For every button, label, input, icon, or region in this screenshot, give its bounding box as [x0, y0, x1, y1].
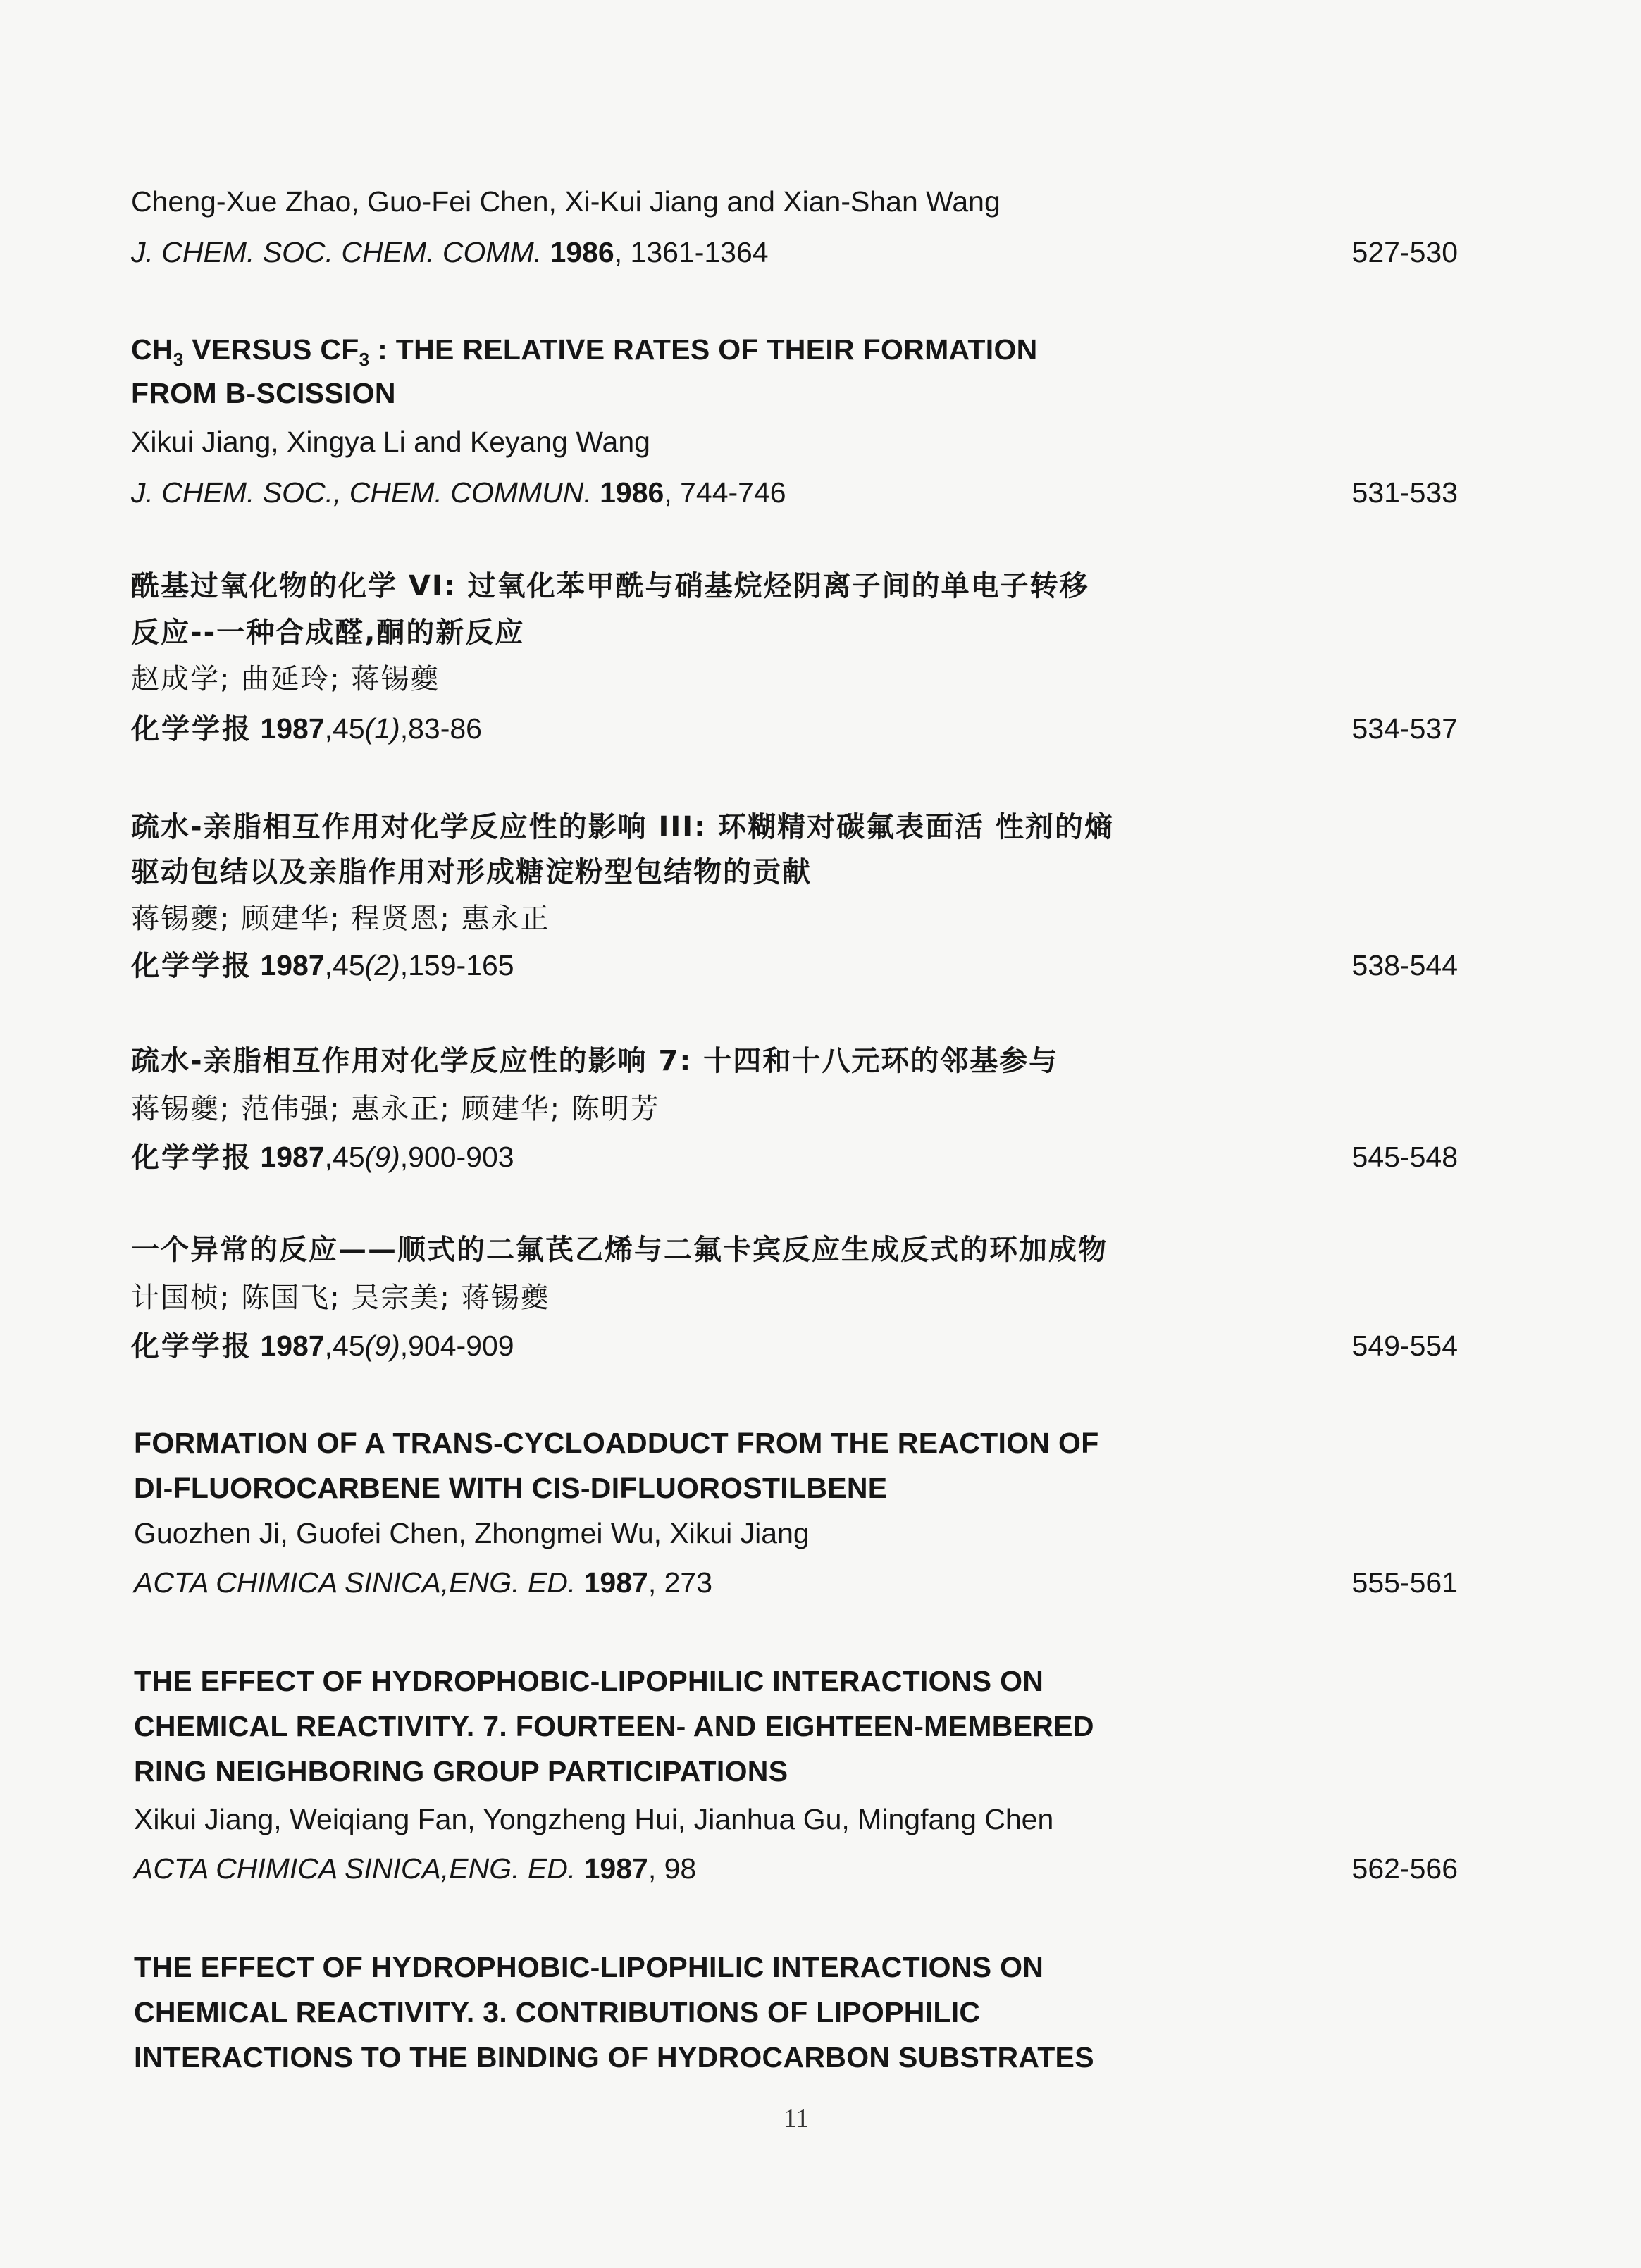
entry-title-line: FROM B-SCISSION [131, 377, 396, 409]
page-range: 545-548 [1351, 1141, 1458, 1173]
entry-title-line: RING NEIGHBORING GROUP PARTICIPATIONS [134, 1755, 788, 1787]
entry-citation: 化学学报 1987,45(1),83-86 [131, 712, 482, 745]
page-range: 534-537 [1351, 712, 1458, 745]
journal-name: ACTA CHIMICA SINICA,ENG. ED. [134, 1852, 576, 1885]
entry-title-line: THE EFFECT OF HYDROPHOBIC-LIPOPHILIC INTERACTIONS ON [134, 1665, 1044, 1697]
page-range: 555-561 [1351, 1566, 1458, 1599]
citation-year: 1987 [260, 949, 325, 981]
citation-pages: , 273 [648, 1566, 713, 1599]
entry-title-line: 疏水-亲脂相互作用对化学反应性的影响 7: 十四和十八元环的邻基参与 [131, 1045, 1059, 1077]
page-range: 549-554 [1351, 1330, 1458, 1362]
page-number: 11 [783, 2104, 810, 2133]
entry-citation: 化学学报 1987,45(2),159-165 [131, 949, 514, 982]
entry-citation: 化学学报 1987,45(9),904-909 [131, 1330, 514, 1363]
citation-pages: ,904-909 [400, 1330, 514, 1362]
citation-pages: , 98 [648, 1852, 697, 1885]
entry-authors: 计国桢; 陈国飞; 吴宗美; 蒋锡夔 [131, 1282, 550, 1314]
entry-authors: 赵成学; 曲延玲; 蒋锡夔 [131, 663, 440, 695]
page-range: 531-533 [1351, 476, 1458, 509]
entry-authors: Cheng-Xue Zhao, Guo-Fei Chen, Xi-Kui Jiang and Xian-Shan Wang [131, 185, 1001, 218]
entry-title-line: 反应--一种合成醛,酮的新反应 [131, 616, 525, 649]
journal-name: 化学学报 [131, 949, 252, 982]
entry-title-line: DI-FLUOROCARBENE WITH CIS-DIFLUOROSTILBENE [134, 1472, 888, 1504]
citation-year: 1987 [260, 712, 325, 745]
citation-year: 1987 [260, 1330, 325, 1362]
page-range: 538-544 [1351, 949, 1458, 981]
entry-title-line: 一个异常的反应——顺式的二氟芪乙烯与二氟卡宾反应生成反式的环加成物 [131, 1234, 1108, 1266]
entry-title-line: CHEMICAL REACTIVITY. 7. FOURTEEN- AND EIGHTEEN-MEMBERED [134, 1710, 1094, 1742]
page-range: 527-530 [1351, 236, 1458, 268]
citation-year: 1987 [583, 1852, 648, 1885]
citation-pages: ,900-903 [400, 1141, 514, 1173]
citation-year: 1987 [583, 1566, 648, 1599]
entry-authors: Guozhen Ji, Guofei Chen, Zhongmei Wu, Xikui Jiang [134, 1517, 810, 1549]
citation-year: 1986 [600, 476, 664, 509]
journal-name: 化学学报 [131, 1141, 252, 1174]
journal-name: ACTA CHIMICA SINICA,ENG. ED. [134, 1566, 576, 1599]
journal-name: 化学学报 [131, 1330, 252, 1363]
entry-title-line: 酰基过氧化物的化学 VI: 过氧化苯甲酰与硝基烷烃阴离子间的单电子转移 [131, 570, 1089, 602]
citation-pages: , 744-746 [664, 476, 786, 509]
entry-authors: Xikui Jiang, Weiqiang Fan, Yongzheng Hui, Jianhua Gu, Mingfang Chen [134, 1803, 1054, 1835]
entry-authors: 蒋锡夔; 范伟强; 惠永正; 顾建华; 陈明芳 [131, 1093, 660, 1125]
entry-title-line: INTERACTIONS TO THE BINDING OF HYDROCARBON SUBSTRATES [134, 2041, 1094, 2074]
entry-title-line: FORMATION OF A TRANS-CYCLOADDUCT FROM THE REACTION OF [134, 1427, 1099, 1459]
journal-name: 化学学报 [131, 712, 252, 745]
entry-title-line: THE EFFECT OF HYDROPHOBIC-LIPOPHILIC INTERACTIONS ON [134, 1951, 1044, 1983]
entry-title-line: 疏水-亲脂相互作用对化学反应性的影响 III: 环糊精对碳氟表面活 性剂的熵 [131, 811, 1115, 843]
citation-year: 1987 [260, 1141, 325, 1173]
journal-name: J. CHEM. SOC. CHEM. COMM. [131, 236, 543, 268]
entry-citation: 化学学报 1987,45(9),900-903 [131, 1141, 514, 1174]
citation-pages: ,83-86 [400, 712, 482, 745]
entry-authors: Xikui Jiang, Xingya Li and Keyang Wang [131, 426, 650, 458]
citation-pages: ,159-165 [400, 949, 514, 981]
citation-year: 1986 [550, 236, 614, 268]
page-range: 562-566 [1351, 1852, 1458, 1885]
entry-authors: 蒋锡夔; 顾建华; 程贤恩; 惠永正 [131, 903, 550, 935]
journal-name: J. CHEM. SOC., CHEM. COMMUN. [131, 476, 592, 509]
citation-pages: , 1361-1364 [614, 236, 769, 268]
entry-title-line: 驱动包结以及亲脂作用对形成糖淀粉型包结物的贡献 [131, 856, 812, 888]
entry-title-line: $CH_3$ VERSUS $CF_3$ : THE RELATIVE RATES OF THEIR FORMATION [131, 333, 1038, 371]
entry-title-line: CHEMICAL REACTIVITY. 3. CONTRIBUTIONS OF LIPOPHILIC [134, 1996, 981, 2028]
